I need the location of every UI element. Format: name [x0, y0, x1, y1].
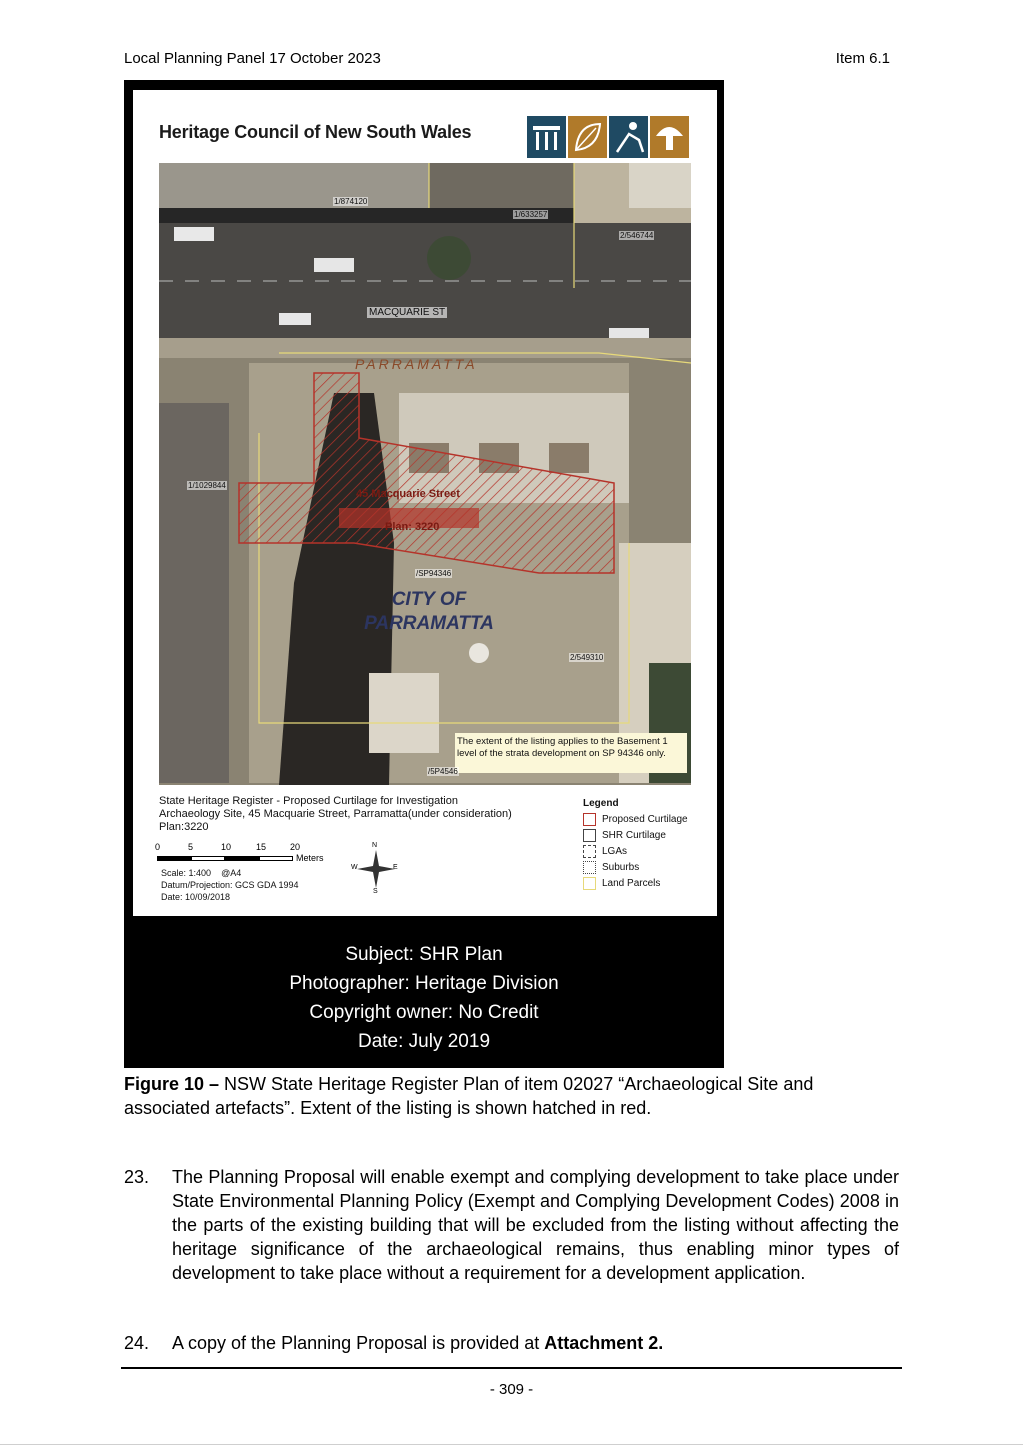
suburb-label: PARRAMATTA	[355, 356, 478, 372]
parcel-label: /5P4546	[428, 767, 458, 776]
scale-bar: 0 5 10 15 20 Meters	[155, 842, 324, 863]
photo-caption: Subject: SHR Plan Photographer: Heritage Division Copyright owner: No Credit Date: July 2019	[289, 944, 559, 1052]
heritage-figure	[124, 80, 724, 1068]
lga-label: CITY OF PARRAMATTA	[364, 589, 494, 634]
figure-icon	[609, 116, 648, 158]
attachment-reference: Attachment 2.	[544, 1333, 664, 1353]
legend-item: Suburbs	[583, 859, 688, 875]
site-name-label: 45 Macquarie Street	[356, 488, 460, 500]
paragraph-number: 23.	[124, 1167, 150, 1187]
compass-icon: N S E W	[351, 842, 398, 895]
aerial-map	[159, 163, 691, 785]
legend-item: LGAs	[583, 843, 688, 859]
paragraph-number: 24.	[124, 1333, 150, 1353]
paragraph-text: The Planning Proposal will enable exempt and complying development to take place under State Environmental Planning Policy (Exempt and Complying Development Codes) 2008 in the parts of the existing building that will be excluded from the listing without affecting the heritage significance of the archaeological remains, thus enabling minor types of development to take place without a requirement for a development application.	[172, 1167, 899, 1283]
page-number: - 309 -	[489, 1381, 534, 1398]
parcel-label: /SP94346	[416, 569, 452, 578]
mushroom-icon	[650, 116, 689, 158]
legend-item: Proposed Curtilage	[583, 811, 688, 827]
legend-item: Land Parcels	[583, 875, 688, 891]
figure-caption: Figure 10 – NSW State Heritage Register Plan of item 02027 “Archaeological Site and associated artefacts”. Extent of the listing is shown hatched in red.	[124, 1074, 814, 1118]
parcel-label: 1/874120	[334, 197, 368, 206]
map-metadata: Scale: 1:400 @A4 Datum/Projection: GCS GDA 1994 Date: 10/09/2018	[161, 868, 299, 902]
legend-item: SHR Curtilage	[583, 827, 688, 843]
register-title: State Heritage Register - Proposed Curtilage for Investigation Archaeology Site, 45 Macquarie Street, Parramatta(under consideration) Plan:3220	[159, 795, 512, 833]
paragraph-text: A copy of the Planning Proposal is provided at Attachment 2.	[172, 1333, 664, 1353]
page-edge	[0, 1444, 1023, 1445]
parcel-label: 2/546744	[620, 231, 654, 240]
parcel-label: 1/1029844	[188, 481, 226, 490]
map-card	[133, 90, 717, 916]
site-plan-label: Plan: 3220	[385, 521, 440, 533]
meeting-header: Local Planning Panel 17 October 2023	[124, 50, 381, 67]
street-label: MACQUARIE ST	[369, 307, 446, 318]
footer-rule	[121, 1367, 902, 1369]
building-icon	[527, 116, 566, 158]
parcel-label: 1/633257	[514, 210, 548, 219]
parcel-label: 2/549310	[570, 653, 604, 662]
item-number: Item 6.1	[835, 50, 890, 67]
map-legend: Legend Proposed Curtilage SHR Curtilage LGAs Suburbs Land Parcels	[583, 798, 688, 891]
org-title: Heritage Council of New South Wales	[159, 122, 472, 142]
map-note: The extent of the listing applies to the Basement 1 level of the strata development on SP 94346 only.	[457, 736, 668, 759]
leaf-icon	[568, 116, 607, 158]
